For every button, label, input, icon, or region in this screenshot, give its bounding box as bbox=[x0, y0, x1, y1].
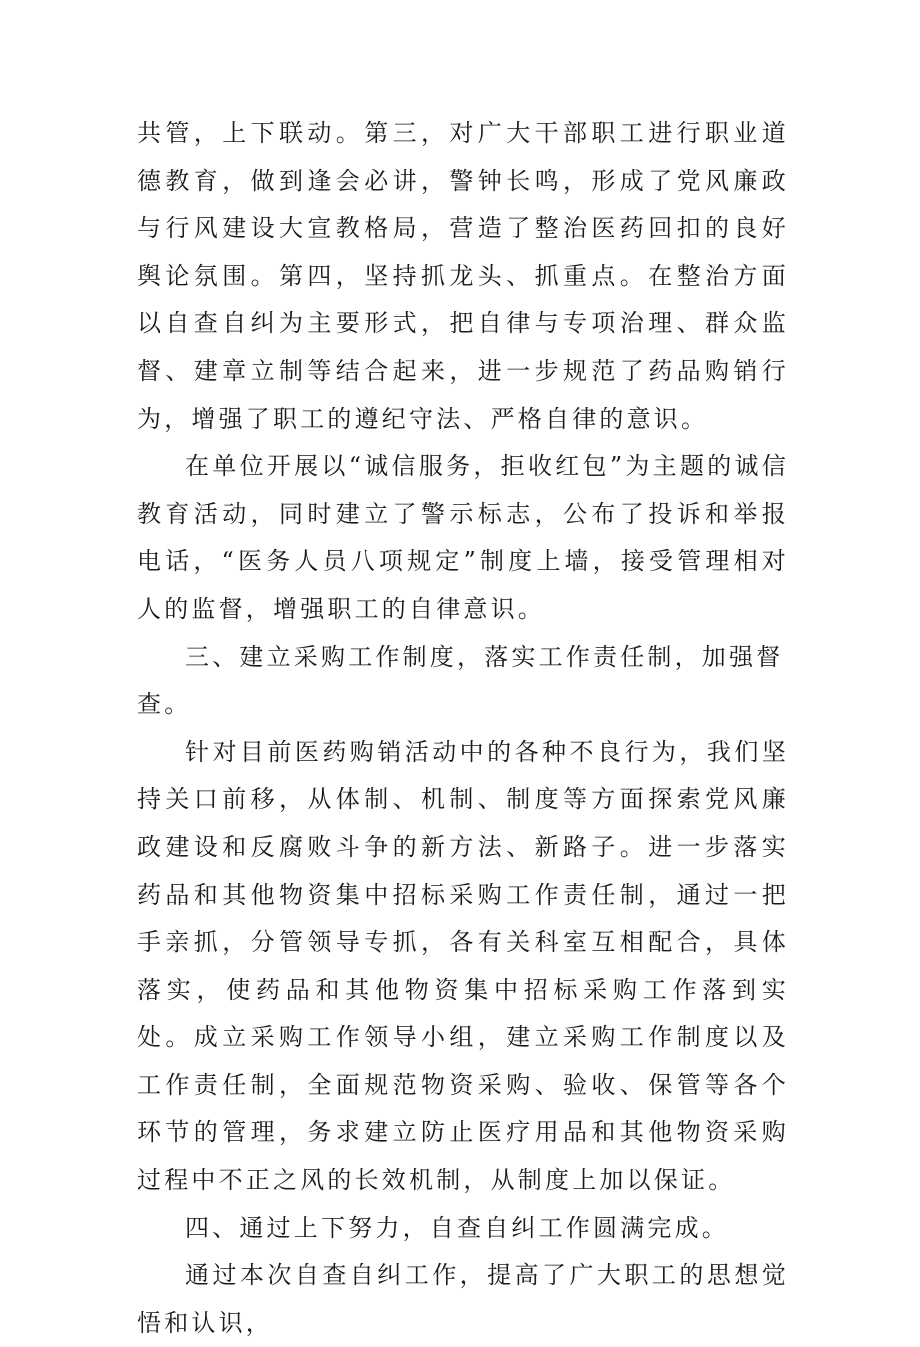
section-heading-procurement: 三、建立采购工作制度，落实工作责任制，加强督查。 bbox=[137, 642, 784, 719]
section-heading-completion: 四、通过上下努力，自查自纠工作圆满完成。 bbox=[185, 1213, 729, 1242]
paragraph-procurement-system: 针对目前医药购销活动中的各种不良行为，我们坚持关口前移，从体制、机制、制度等方面探索党风廉政建设和反腐败斗争的新方法、新路子。进一步落实药品和其他物资集中招标采购工作责任制，通过一把手亲抓，分管领导专抓，各有关科室互相配合，具体落实，使药品和其他物资集中招标采购工作落到实处。成立采购工作领导小组，建立采购工作制度以及工作责任制，全面规范物资采购、验收、保管等各个环节的管理，务求建立防止医疗用品和其他物资采购过程中不正之风的长效机制，从制度上加以保证。 bbox=[137, 737, 789, 1195]
paragraph-results: 通过本次自查自纠工作，提高了广大职工的思想觉悟和认识， bbox=[137, 1261, 789, 1337]
paragraph-integrity-education: 在单位开展以“诚信服务，拒收红包”为主题的诚信教育活动，同时建立了警示标志，公布了投诉和举报电话，“医务人员八项规定”制度上墙，接受管理相对人的监督，增强职工的自律意识。 bbox=[137, 452, 789, 623]
paragraph-continuation: 共管，上下联动。第三，对广大干部职工进行职业道德教育，做到逢会必讲，警钟长鸣，形成了党风廉政与行风建设大宣教格局，营造了整治医药回扣的良好舆论氛围。第四，坚持抓龙头、抓重点。在整治方面以自查自纠为主要形式，把自律与专项治理、群众监督、建章立制等结合起来，进一步规范了药品购销行为，增强了职工的遵纪守法、严格自律的意识。 bbox=[137, 119, 789, 433]
document-body bbox=[137, 110, 789, 1347]
